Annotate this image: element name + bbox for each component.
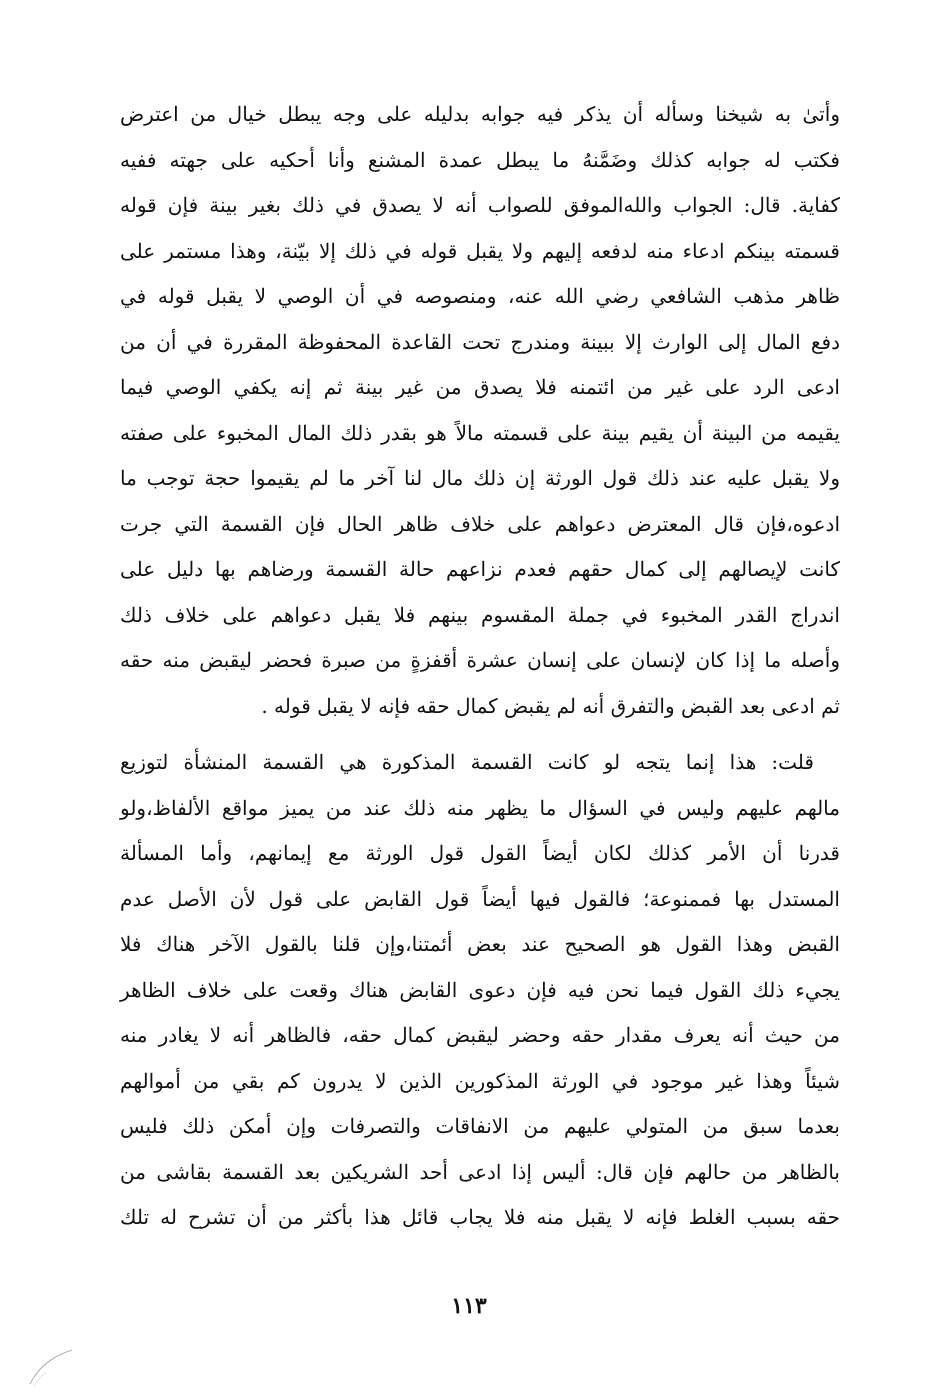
- text-line: ثم ادعى بعد القبض والتفرق أنه لم يقبض كمال حقه فإنه لا يقبل قوله .: [261, 693, 840, 718]
- text-line: حقه بسبب الغلط فإنه لا يقبل منه فلا يجاب قائل هذا بأكثر من أن تشرح له تلك: [120, 1205, 840, 1229]
- text-line: كفاية. قال: الجواب والله‌الموفق للصواب أنه لا يصدق في ذلك بغير بينة فإن قوله: [120, 193, 840, 217]
- text-line: اندراج القدر المخبوء في جملة المقسوم بينهم فلا يقبل دعواهم على خلاف ذلك: [120, 602, 840, 627]
- text-line: فكتب له جوابه كذلك وضَمَّنهُ ما يبطل عمدة المشنع وأنا أحكيه على جهته ففيه: [120, 147, 840, 172]
- page-number: ١١٣: [451, 1293, 487, 1319]
- text-line: المستدل بها فممنوعة؛ فالقول فيها أيضاً قول القابض على قول لأن الأصل عدم: [120, 886, 840, 911]
- text-line: ظاهر مذهب الشافعي رضي الله عنه، ومنصوصه في أن الوصي لا يقبل قوله في: [120, 284, 840, 308]
- text-line: يقيمه من البينة أن يقيم بينة على قسمته مالاً هو بقدر ذلك المال المخبوء على صفته: [120, 420, 840, 445]
- text-line: من حيث أنه يعرف مقدار حقه وحضر ليقبض كمال حقه، فالظاهر أنه لا يغادر منه: [120, 1023, 840, 1047]
- paragraph-2: [120, 740, 840, 1241]
- text-line: شيئاً وهذا غير موجود في الورثة المذكورين الذين لا يدرون كم بقي من أموالهم: [120, 1068, 840, 1093]
- text-line: كانت لإيصالهم إلى كمال حقهم فعدم نزاعهم حالة القسمة ورضاهم بها دليل على: [120, 557, 840, 581]
- scan-mark-icon: [26, 1328, 76, 1388]
- page-body: [120, 92, 840, 1241]
- paragraph-1: [120, 92, 840, 729]
- text-line: بالظاهر من حالهم فإن قال: أليس إذا ادعى أحد الشريكين بعد القسمة بقاشى من: [120, 1159, 840, 1184]
- text-line: ادعوه،فإن قال المعترض دعواهم على خلاف ظاهر الحال فإن القسمة التي جرت: [120, 511, 840, 536]
- text-line: القبض وهذا القول هو الصحيح عند بعض أئمتنا،وإن قلنا بالقول الآخر هناك فلا: [120, 932, 840, 956]
- text-line: قسمته بينكم ادعاء منه لدفعه إليهم ولا يقبل قوله في ذلك إلا بيّنة، وهذا مستمر على: [120, 238, 840, 263]
- text-line: قلت: هذا إنما يتجه لو كانت القسمة المذكورة هي القسمة المنشأة لتوزيع: [120, 750, 814, 774]
- text-line: ولا يقبل عليه عند ذلك قول الورثة إن ذلك مال لنا آخر ما لم يقيموا حجة توجب ما: [120, 466, 840, 490]
- text-line: يجيء ذلك القول فيما نحن فيه فإن دعوى القابض هناك وقعت على خلاف الظاهر: [120, 977, 840, 1002]
- paragraph-gap: [120, 729, 840, 740]
- text-line: بعدما سبق من المتولي عليهم من الانفاقات والتصرفات وإن أمكن ذلك فليس: [120, 1114, 840, 1138]
- text-line: ادعى الرد على غير من ائتمنه فلا يصدق من غير بينة ثم إنه يكفي الوصي فيما: [120, 375, 840, 399]
- text-line: مالهم عليهم وليس في السؤال ما يظهر منه ذلك عند من يميز مواقع الألفاظ،ولو: [120, 795, 840, 820]
- text-line: دفع المال إلى الوارث إلا ببينة ومندرج تحت القاعدة المحفوظة المقررة في أن من: [120, 329, 840, 354]
- text-line: قدرنا أن الأمر كذلك لكان أيضاً القول قول الورثة مع إيمانهم، وأما المسألة: [120, 841, 840, 865]
- text-line: وأتىٰ به شيخنا وسأله أن يذكر فيه جوابه بدليله على وجه يبطل خيال من اعترض: [120, 102, 840, 126]
- text-line: وأصله ما إذا كان لإنسان على إنسان عشرة أقفزةٍ من صبرة فحضر ليقبض منه حقه: [120, 648, 840, 672]
